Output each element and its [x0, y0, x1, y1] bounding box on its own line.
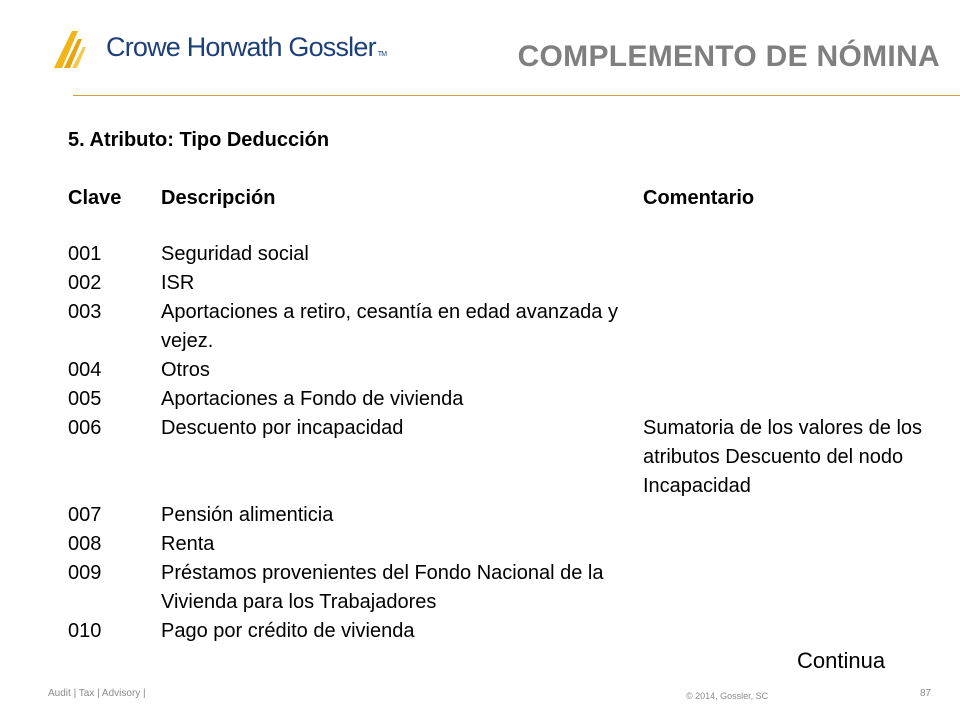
- row-clave: 005: [68, 388, 102, 410]
- row-descripcion: Aportaciones a retiro, cesantía en edad avanzada y vejez.: [161, 301, 618, 352]
- table-row: [68, 501, 948, 530]
- table-row: [68, 559, 948, 617]
- continue-link[interactable]: Continua: [797, 648, 886, 673]
- page-title: COMPLEMENTO DE NÓMINA: [517, 40, 940, 73]
- column-header-clave: Clave: [68, 187, 122, 209]
- row-descripcion: Renta: [161, 533, 215, 555]
- company-logo: [50, 28, 390, 72]
- row-descripcion: Descuento por incapacidad: [161, 417, 404, 439]
- row-descripcion: Aportaciones a Fondo de vivienda: [161, 388, 464, 410]
- row-descripcion: Otros: [161, 359, 210, 381]
- row-clave: 007: [68, 504, 102, 526]
- row-descripcion: Préstamos provenientes del Fondo Nacional de la Vivienda para los Trabajadores: [161, 562, 604, 613]
- footer-services: Audit | Tax | Advisory |: [48, 688, 146, 699]
- row-descripcion: Pago por crédito de vivienda: [161, 620, 415, 642]
- row-clave: 003: [68, 301, 102, 323]
- row-descripcion: ISR: [161, 272, 195, 294]
- table-row: [68, 298, 948, 356]
- row-clave: 004: [68, 359, 102, 381]
- logo-trademark: TM: [377, 51, 387, 58]
- table-row: [68, 530, 948, 559]
- crowe-logo-icon: [50, 28, 98, 70]
- header-divider: [73, 95, 960, 96]
- row-descripcion: Seguridad social: [161, 243, 309, 265]
- table-row: [68, 356, 948, 385]
- row-comentario: Sumatoria de los valores de los atributos Descuento del nodo Incapacidad: [643, 417, 923, 497]
- row-descripcion: Pensión alimenticia: [161, 504, 334, 526]
- row-clave: 006: [68, 417, 102, 439]
- page-number: 87: [920, 688, 932, 699]
- deduction-table: [68, 240, 948, 646]
- logo-text: Crowe Horwath Gossler: [106, 32, 376, 62]
- table-row: [68, 240, 948, 269]
- row-clave: 002: [68, 272, 102, 294]
- row-clave: 010: [68, 620, 102, 642]
- row-clave: 009: [68, 562, 102, 584]
- row-clave: 001: [68, 243, 102, 265]
- column-header-comentario: Comentario: [643, 187, 755, 209]
- section-heading: 5. Atributo: Tipo Deducción: [68, 129, 330, 151]
- table-row: [68, 385, 948, 414]
- table-row: [68, 269, 948, 298]
- footer-copyright: © 2014, Gossler, SC: [686, 691, 769, 701]
- row-clave: 008: [68, 533, 102, 555]
- column-header-descripcion: Descripción: [161, 187, 276, 209]
- logo-wordmark: [106, 32, 386, 63]
- table-row: [68, 617, 948, 646]
- table-row: [68, 414, 948, 497]
